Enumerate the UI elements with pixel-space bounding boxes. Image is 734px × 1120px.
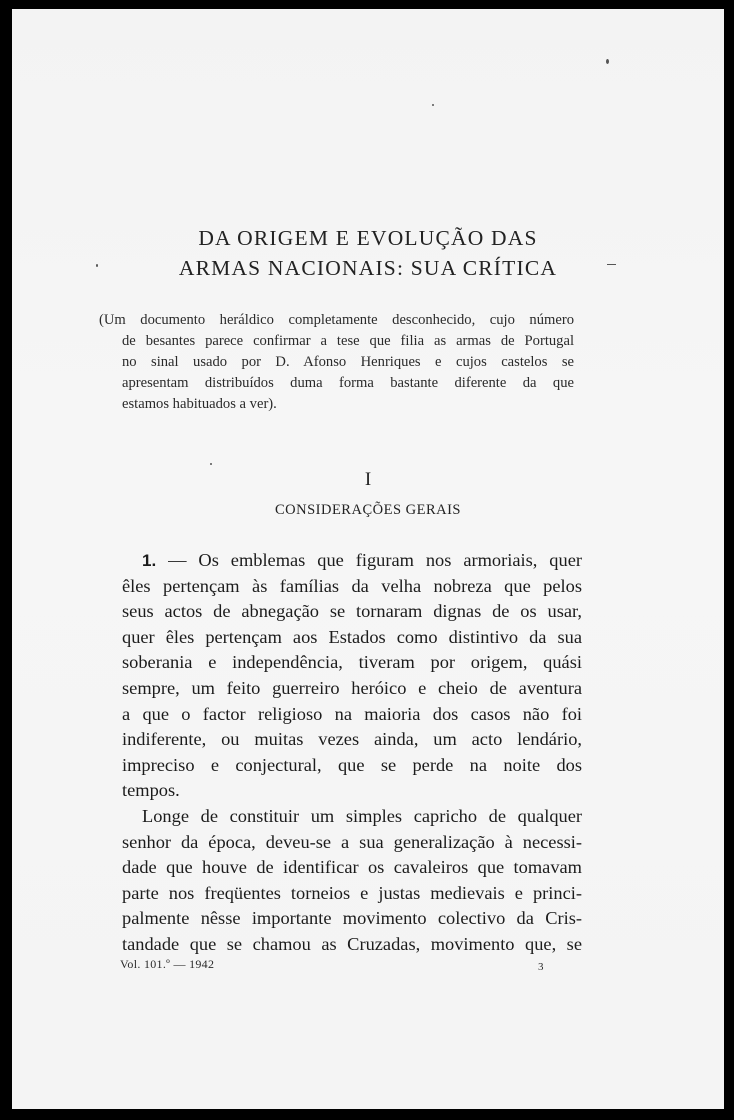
paragraph-1-line: êles pertençam às famílias da velha nobreza que pelos [122, 575, 582, 596]
paragraph-2-line: parte nos freqüentes torneios e justas medievais e princi- [122, 882, 582, 903]
paper-speck [210, 463, 212, 465]
introductory-note [99, 310, 574, 415]
chapter-title-line-1: DA ORIGEM E EVOLUÇÃO DAS [198, 226, 538, 250]
paragraph-1-line: soberania e independência, tiveram por origem, quási [122, 652, 582, 673]
paragraph-1-line: quer êles pertençam aos Estados como distintivo da sua [122, 626, 582, 647]
note-line: estamos habituados a ver). [122, 396, 277, 412]
paragraph-number: 1. [142, 551, 157, 570]
volume-footer: Vol. 101.º — 1942 [120, 957, 215, 971]
paragraph-2-line: senhor da época, deveu-se a sua generalização à necessi- [122, 831, 582, 852]
page-number: 3 [538, 961, 544, 973]
note-line: apresentam distribuídos duma forma bastante diferente da que [122, 375, 574, 391]
document-page [12, 9, 724, 1109]
paragraph-1-line: indiferente, ou muitas vezes ainda, um acto lendário, [122, 729, 582, 750]
section-title: CONSIDERAÇÕES GERAIS [274, 502, 462, 518]
paragraph-2-line: palmente nêsse importante movimento colectivo da Cris- [122, 908, 582, 929]
note-line: de besantes parece confirmar a tese que filia as armas de Portugal [122, 333, 574, 349]
body-text [122, 548, 582, 958]
paragraph-2-line: Longe de constituir um simples capricho de qualquer [142, 805, 582, 826]
paragraph-2-line: tandade que se chamou as Cruzadas, movimento que, se [122, 933, 582, 954]
paragraph-1-line: sempre, um feito guerreiro heróico e cheio de aventura [122, 677, 582, 698]
section-roman-numeral: I [364, 469, 372, 490]
chapter-title [12, 223, 724, 283]
note-line: (Um documento heráldico completamente desconhecido, cujo número [99, 312, 574, 328]
paragraph-2-line: dade que houve de identificar os cavaleiros que tomavam [122, 857, 582, 878]
paragraph-1-line: seus actos de abnegação se tornaram dignas de os usar, [122, 601, 582, 622]
chapter-title-line-2: ARMAS NACIONAIS: SUA CRÍTICA [178, 256, 558, 280]
note-line: no sinal usado por D. Afonso Henriques e cujos castelos se [122, 354, 574, 370]
paper-speck [96, 264, 98, 267]
paragraph-1-line: tempos. [122, 780, 180, 801]
paragraph-1-line: impreciso e conjectural, que se perde na noite dos [122, 754, 582, 775]
paragraph-1-line: a que o factor religioso na maioria dos casos não foi [122, 703, 582, 724]
paragraph-1-line-text: — Os emblemas que figuram nos armoriais, quer [168, 550, 582, 570]
paper-speck [606, 59, 609, 64]
paper-speck [607, 264, 616, 265]
paper-speck [432, 104, 434, 106]
paragraph-1-line [122, 548, 582, 574]
